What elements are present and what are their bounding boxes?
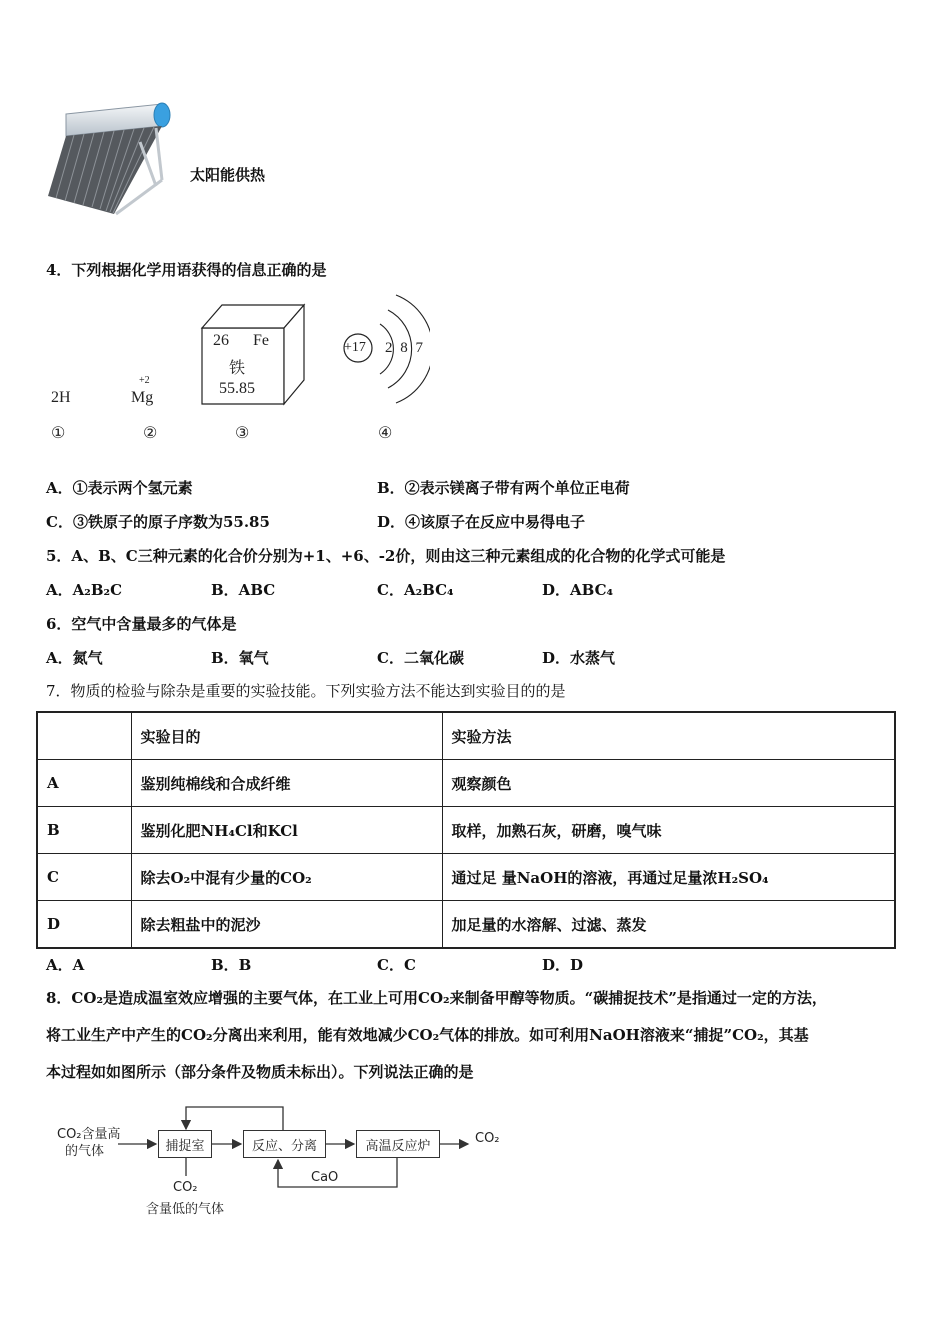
electron-shells: 2 8 7 [385,340,423,356]
table-cell: A [37,760,131,807]
table-cell: B [37,807,131,854]
high-temp-furnace-box: 高温反应炉 [356,1130,440,1158]
q6-option-a[interactable]: A．氮气 [46,649,103,667]
q4-option-c[interactable]: C．③铁原子的原子序数为55.85 [46,513,270,531]
q5-option-c[interactable]: C．A₂BC₄ [377,581,454,599]
q4-option-b[interactable]: B．②表示镁离子带有两个单位正电荷 [377,479,630,497]
experiment-table [36,711,896,949]
q7-option-c[interactable]: C．C [377,956,416,974]
reaction-separation-box: 反应、分离 [243,1130,326,1158]
flow-input-label-1: CO₂含量高 [57,1127,121,1142]
solar-heater-image [44,96,174,221]
element-symbol: Fe [253,332,269,349]
q7-option-a[interactable]: A．A [46,956,85,974]
label-2: ② [143,425,158,442]
q7-option-b[interactable]: B．B [211,956,252,974]
nucleus-charge: +17 [344,340,366,355]
q7-option-d[interactable]: D．D [542,956,584,974]
table-cell: 加足量的水溶解、过滤、蒸发 [442,901,895,949]
table-cell: 观察颜色 [442,760,895,807]
q6-option-c[interactable]: C．二氧化碳 [377,649,464,667]
q4-option-a[interactable]: A．①表示两个氢元素 [46,479,193,497]
table-cell: 鉴别纯棉线和合成纤维 [131,760,442,807]
q5-option-d[interactable]: D．ABC₄ [542,581,614,599]
two-h-symbol: 2H [51,389,71,406]
table-cell: D [37,901,131,949]
table-header-cell: 实验目的 [131,712,442,760]
q8-line-3: 本过程如如图所示（部分条件及物质未标出）。下列说法正确的是 [46,1063,474,1081]
flow-output-label: CO₂ [475,1131,500,1146]
mg-valence: +2 [139,375,150,386]
flow-input-label-2: 的气体 [65,1144,105,1159]
q8-line-2: 将工业生产中产生的CO₂分离出来利用，能有效地减少CO₂气体的排放。如可利用NaOH溶液来“捕捉”CO₂，其基 [46,1026,809,1044]
flow-low-label-2: 含量低的气体 [146,1202,225,1217]
table-row [37,901,895,949]
table-cell: 除去O₂中混有少量的CO₂ [131,854,442,901]
q4-option-d[interactable]: D．④该原子在反应中易得电子 [377,513,586,531]
table-header-cell: 实验方法 [442,712,895,760]
q6-option-b[interactable]: B．氧气 [211,649,269,667]
q5-option-a[interactable]: A．A₂B₂C [46,581,123,599]
q6-stem: 6．空气中含量最多的气体是 [46,615,237,633]
table-cell: 取样，加熟石灰，研磨，嗅气味 [442,807,895,854]
table-row [37,760,895,807]
table-header-cell [37,712,131,760]
q5-option-b[interactable]: B．ABC [211,581,276,599]
solar-caption: 太阳能供热 [190,166,266,184]
table-cell: C [37,854,131,901]
label-4: ④ [378,425,393,442]
q5-stem: 5．A、B、C三种元素的化合价分别为+1、+6、-2价，则由这三种元素组成的化合物的化学式可能是 [46,547,726,565]
q7-stem: 7．物质的检验与除杂是重要的实验技能。下列实验方法不能达到实验目的的是 [46,682,566,700]
capture-chamber-box: 捕捉室 [158,1130,212,1158]
element-number: 26 [213,332,229,349]
table-cell: 通过足 量NaOH的溶液，再通过足量浓H₂SO₄ [442,854,895,901]
q6-option-d[interactable]: D．水蒸气 [542,649,616,667]
table-header-row [37,712,895,760]
element-mass: 55.85 [219,380,255,397]
table-row [37,807,895,854]
element-name: 铁 [229,360,246,377]
flow-arrows [40,1100,520,1220]
table-cell: 鉴别化肥NH₄Cl和KCl [131,807,442,854]
table-row [37,854,895,901]
label-1: ① [51,425,66,442]
q8-line-1: 8．CO₂是造成温室效应增强的主要气体，在工业上可用CO₂来制备甲醇等物质。“碳捕捉技术”是指通过一定的方法， [46,989,827,1007]
flow-low-label-1: CO₂ [173,1180,198,1195]
flow-cao-label: CaO [311,1170,339,1185]
mg-symbol: Mg [131,389,154,406]
label-3: ③ [235,425,250,442]
table-cell: 除去粗盐中的泥沙 [131,901,442,949]
q4-stem: 4．下列根据化学用语获得的信息正确的是 [46,261,327,279]
